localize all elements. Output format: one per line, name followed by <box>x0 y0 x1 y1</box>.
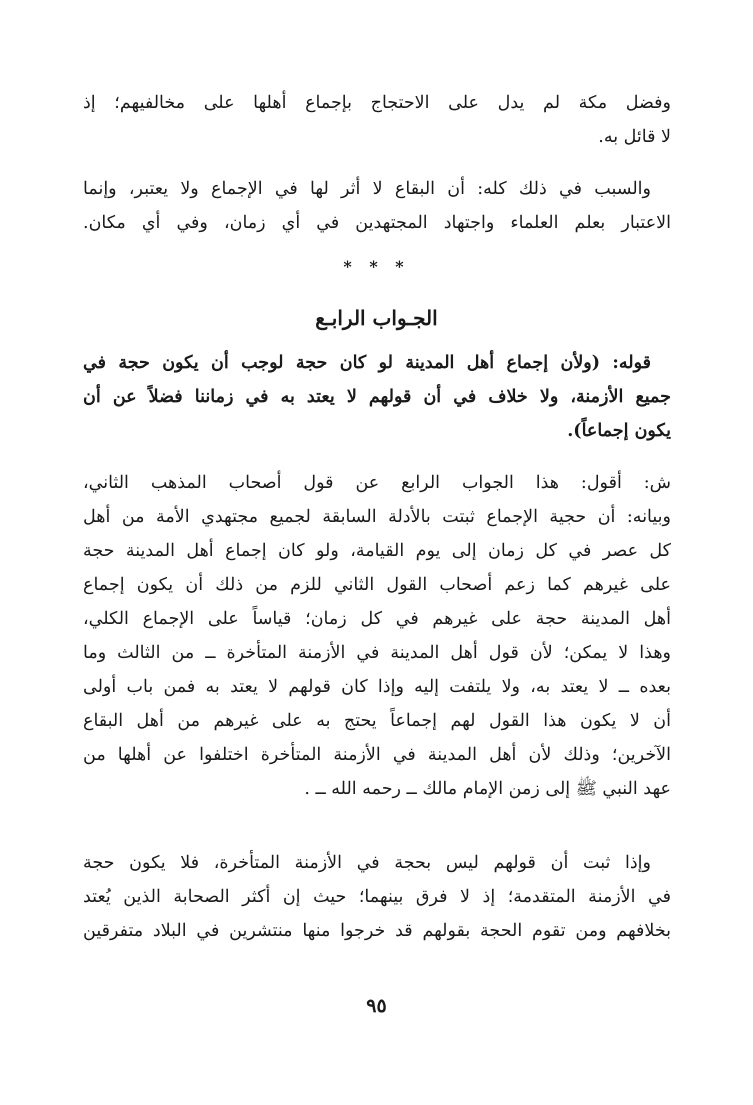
text-line: قوله: (ولأن إجماع أهل المدينة لو كان حجة لوجب أن يكون حجة في <box>83 353 651 373</box>
paragraph-3 <box>83 466 671 806</box>
text-line: الآخرين؛ وذلك لأن أهل المدينة في الأزمنة المتأخرة اختلفوا عن أهلها من <box>83 745 671 765</box>
text-line: وفضل مكة لم يدل على الاحتجاج بإجماع أهلها على مخالفيهم؛ إذ <box>83 93 671 113</box>
text-line: بخلافهم ومن تقوم الحجة بقولهم قد خرجوا منها منتشرين في البلاد متفرقين <box>83 921 671 941</box>
section-separator: * * * <box>343 257 410 276</box>
text-line: وهذا لا يمكن؛ لأن قول أهل المدينة في الأزمنة المتأخرة ــ من الثالث وما <box>83 643 671 663</box>
page-number: ٩٥ <box>366 995 387 1017</box>
text-line: وإذا ثبت أن قولهم ليس بحجة في الأزمنة المتأخرة، فلا يكون حجة <box>83 853 651 873</box>
section-heading: الجـواب الرابـع <box>315 306 438 330</box>
text-line: بعده ــ لا يعتد به، ولا يلتفت إليه وإذا كان قولهم لا يعتد به فمن باب أولى <box>83 677 671 697</box>
text-line: يكون إجماعاً). <box>567 421 671 441</box>
text-line: والسبب في ذلك كله: أن البقاع لا أثر لها في الإجماع ولا يعتبر، وإنما <box>83 179 651 199</box>
text-line: في الأزمنة المتقدمة؛ إذ لا فرق بينهما؛ حيث إن أكثر الصحابة الذين يُعتد <box>83 887 671 907</box>
text-line: الاعتبار بعلم العلماء واجتهاد المجتهدين في أي زمان، وفي أي مكان. <box>83 213 671 233</box>
quoted-statement <box>83 346 671 448</box>
text-line: على غيرهم كما زعم أصحاب القول الثاني للزم من ذلك أن يكون إجماع <box>83 575 671 595</box>
text-line: أن لا يكون هذا القول لهم إجماعاً يحتج به على غيرهم من أهل البقاع <box>83 711 671 731</box>
text-line: عهد النبي ﷺ إلى زمن الإمام مالك ــ رحمه الله ــ . <box>304 779 671 799</box>
paragraph-4 <box>83 846 671 948</box>
text-line: كل عصر في كل زمان إلى يوم القيامة، ولو كان إجماع أهل المدينة حجة <box>83 541 671 561</box>
paragraph-2 <box>83 172 671 240</box>
text-line: وبيانه: أن حجية الإجماع ثبتت بالأدلة السابقة لجميع مجتهدي الأمة من أهل <box>83 507 671 527</box>
text-line: جميع الأزمنة، ولا خلاف في أن قولهم لا يعتد به في زماننا فضلاً عن أن <box>83 387 671 407</box>
text-line: ش: أقول: هذا الجواب الرابع عن قول أصحاب المذهب الثاني، <box>83 473 671 493</box>
text-line: أهل المدينة حجة على غيرهم في كل زمان؛ قياساً على الإجماع الكلي، <box>83 609 671 629</box>
text-line: لا قائل به. <box>598 127 671 147</box>
paragraph-1 <box>83 86 671 154</box>
